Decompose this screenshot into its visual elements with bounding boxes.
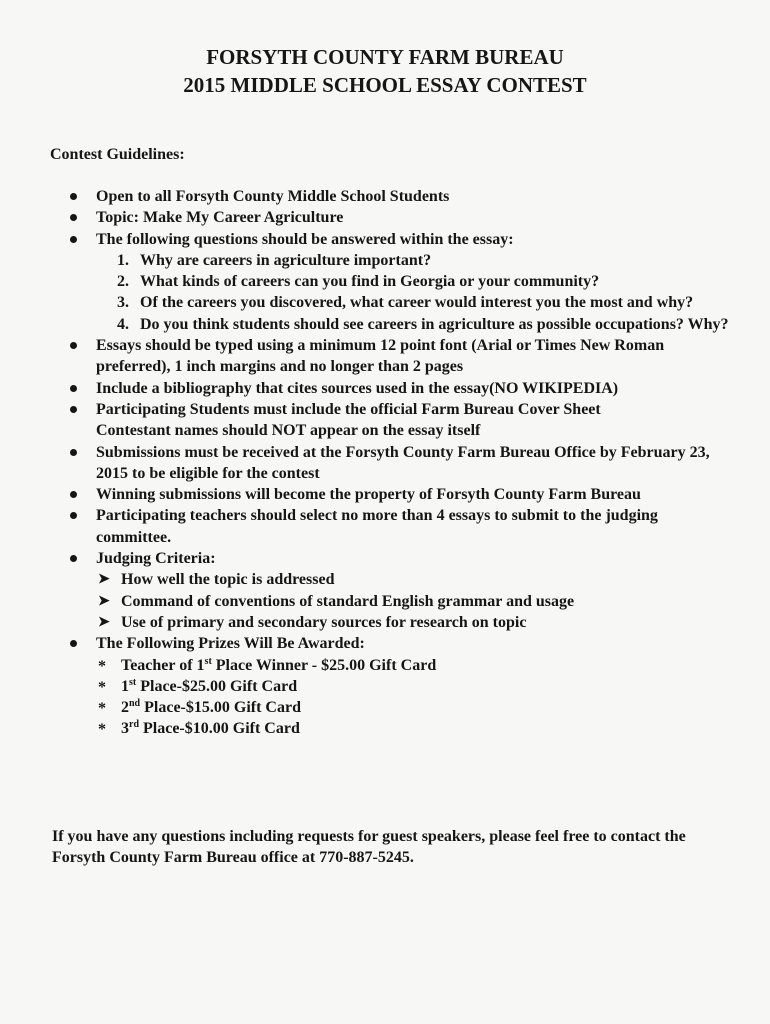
bullet-icon <box>70 512 77 519</box>
question-number: 2. <box>117 273 129 291</box>
prize-text-post: Place-$10.00 Gift Card <box>139 720 300 738</box>
question-number: 1. <box>117 251 129 269</box>
guideline-item <box>0 229 770 250</box>
prize-star: * <box>98 700 106 718</box>
guideline-item <box>0 633 770 654</box>
guideline-text: Participating teachers should select no more than 4 essays to submit to the judging committee. <box>96 507 658 546</box>
guideline-text: The following questions should be answered within the essay: <box>96 230 514 248</box>
guideline-text: The Following Prizes Will Be Awarded: <box>96 635 365 653</box>
prize-star: * <box>98 657 106 675</box>
guideline-item <box>0 378 770 399</box>
prize-ordinal: st <box>129 676 137 688</box>
bullet-icon <box>70 236 77 243</box>
contact-paragraph: If you have any questions including requests for guest speakers, please feel free to contact the Forsyth County Farm Bureau office at 770-887-5245. <box>52 828 686 866</box>
bullet-icon <box>70 342 77 349</box>
prize-text-pre: Teacher of 1 <box>121 656 205 674</box>
criteria-item <box>0 569 770 590</box>
question-item <box>0 271 770 292</box>
prize-item <box>0 697 770 718</box>
criteria-item <box>0 591 770 612</box>
guideline-item <box>0 505 770 548</box>
guideline-item <box>0 442 770 485</box>
document-title-line-2: 2015 MIDDLE SCHOOL ESSAY CONTEST <box>183 73 587 97</box>
question-text: Do you think students should see careers in agriculture as possible occupations? Why? <box>140 315 729 333</box>
bullet-icon <box>70 385 77 392</box>
prize-text-post: Place Winner - $25.00 Gift Card <box>211 656 437 674</box>
criteria-text: How well the topic is addressed <box>121 571 335 589</box>
arrow-bullet-icon: ➤ <box>98 572 110 588</box>
prize-item <box>0 676 770 697</box>
bullet-icon <box>70 491 77 498</box>
arrow-bullet-icon: ➤ <box>98 593 110 609</box>
guideline-text: Topic: Make My Career Agriculture <box>96 209 344 227</box>
guideline-text: Essays should be typed using a minimum 12 point font (Arial or Times New Roman preferred), 1 inch margins and no longer than 2 pages <box>96 337 665 376</box>
prize-star: * <box>98 721 106 739</box>
question-number: 4. <box>117 315 129 333</box>
guideline-item <box>0 484 770 505</box>
bullet-icon <box>70 214 77 221</box>
guideline-item <box>0 335 770 378</box>
guideline-text: Submissions must be received at the Forsyth County Farm Bureau Office by February 23, 2015 to be eligible for the contest <box>96 443 710 482</box>
bullet-icon <box>70 449 77 456</box>
arrow-bullet-icon: ➤ <box>98 614 110 630</box>
document-title-line-1: FORSYTH COUNTY FARM BUREAU <box>206 45 564 69</box>
criteria-text: Use of primary and secondary sources for research on topic <box>121 613 527 631</box>
question-item <box>0 314 770 335</box>
question-item <box>0 292 770 313</box>
criteria-item <box>0 612 770 633</box>
prize-ordinal: st <box>204 655 212 667</box>
prize-text-pre: 3 <box>121 720 129 738</box>
guideline-text: Open to all Forsyth County Middle School Students <box>96 188 450 205</box>
question-text: Of the careers you discovered, what career would interest you the most and why? <box>140 294 694 312</box>
question-item <box>0 250 770 271</box>
bullet-icon <box>70 406 77 413</box>
guideline-item <box>0 399 770 442</box>
guideline-text-continued: Contestant names should NOT appear on the essay itself <box>96 422 481 440</box>
prize-ordinal: nd <box>129 698 141 710</box>
prize-text-post: Place-$25.00 Gift Card <box>136 677 298 695</box>
guideline-text: Judging Criteria: <box>96 550 216 568</box>
guideline-item <box>0 207 770 228</box>
criteria-text: Command of conventions of standard English grammar and usage <box>121 592 575 610</box>
prize-text-post: Place-$15.00 Gift Card <box>140 699 301 717</box>
bullet-icon <box>70 193 77 200</box>
prize-text-pre: 2 <box>121 699 129 717</box>
contest-guidelines-heading: Contest Guidelines: <box>50 146 185 163</box>
guideline-item <box>0 548 770 569</box>
prize-item <box>0 655 770 676</box>
bullet-icon <box>70 555 77 562</box>
prize-ordinal: rd <box>129 719 139 731</box>
prize-star: * <box>98 678 106 696</box>
prize-item <box>0 718 770 739</box>
bullet-icon <box>70 640 77 647</box>
question-text: What kinds of careers can you find in Georgia or your community? <box>140 273 600 291</box>
guideline-text: Include a bibliography that cites sources used in the essay(NO WIKIPEDIA) <box>96 379 619 397</box>
prize-text-pre: 1 <box>121 677 129 695</box>
question-number: 3. <box>117 294 129 312</box>
question-text: Why are careers in agriculture important? <box>140 251 432 269</box>
guideline-text: Participating Students must include the official Farm Bureau Cover Sheet <box>96 400 601 418</box>
guidelines-list <box>0 186 770 740</box>
guideline-item <box>0 186 770 207</box>
guideline-text: Winning submissions will become the property of Forsyth County Farm Bureau <box>96 486 641 504</box>
